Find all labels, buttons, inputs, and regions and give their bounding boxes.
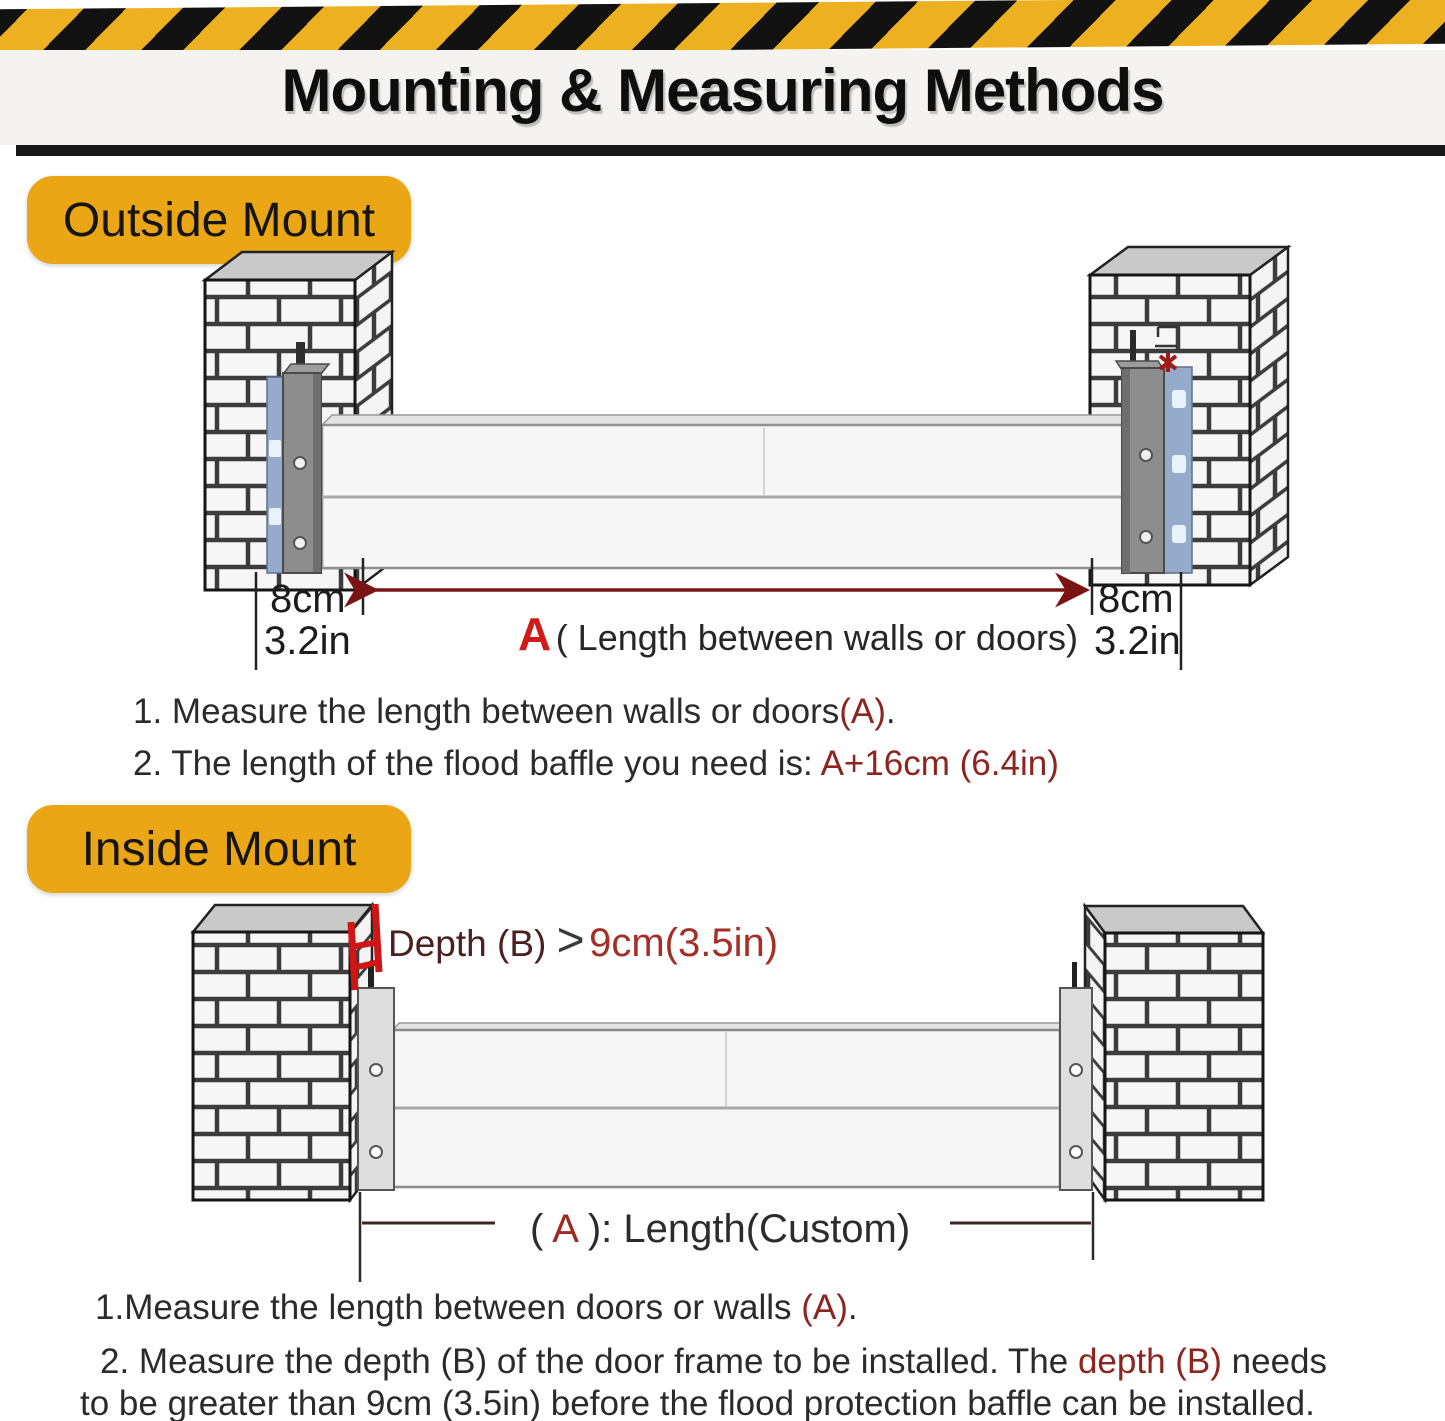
inside-mount-badge: Inside Mount [27,805,411,893]
gap-left-in: 3.2in [264,619,351,663]
outside-mount-badge: Outside Mount [27,176,411,264]
length-label-inside: ( A ): Length(Custom) [530,1207,911,1251]
title-underline [16,145,1445,156]
gap-left-cm: 8cm [270,577,346,621]
page-title: Mounting & Measuring Methods [281,57,1164,124]
gap-right-cm: 8cm [1098,577,1174,621]
inside-left-pillar [193,905,372,1200]
inside-step-1: 1.Measure the length between doors or walls (A). [95,1288,858,1327]
outside-step-1: 1. Measure the length between walls or doors(A). [133,692,896,731]
inside-right-pillar [1085,906,1263,1200]
mounting-channel-right [1116,330,1192,573]
inside-step-2-cont: to be greater than 9cm (3.5in) before the flood protection baffle can be installed. [80,1384,1315,1421]
inside-channel-left [358,962,394,1190]
mounting-channel-left [267,342,329,573]
inside-mount-diagram [150,880,1310,1290]
inside-channel-right [1060,962,1092,1190]
outside-mount-diagram [140,245,1310,670]
inside-step-2: 2. Measure the depth (B) of the door frame to be installed. The depth (B) needs [100,1342,1328,1381]
length-label: A ( Length between walls or doors) [518,608,1078,660]
hazard-stripe-banner [0,0,1445,56]
gap-right-in: 3.2in [1094,619,1181,663]
flood-barrier-panel-inside [393,1023,1066,1187]
flood-barrier-panel [322,415,1140,568]
outside-step-2: 2. The length of the flood baffle you need is: A+16cm (6.4in) [133,744,1059,783]
depth-label: Depth (B) > 9cm(3.5in) [388,914,779,967]
